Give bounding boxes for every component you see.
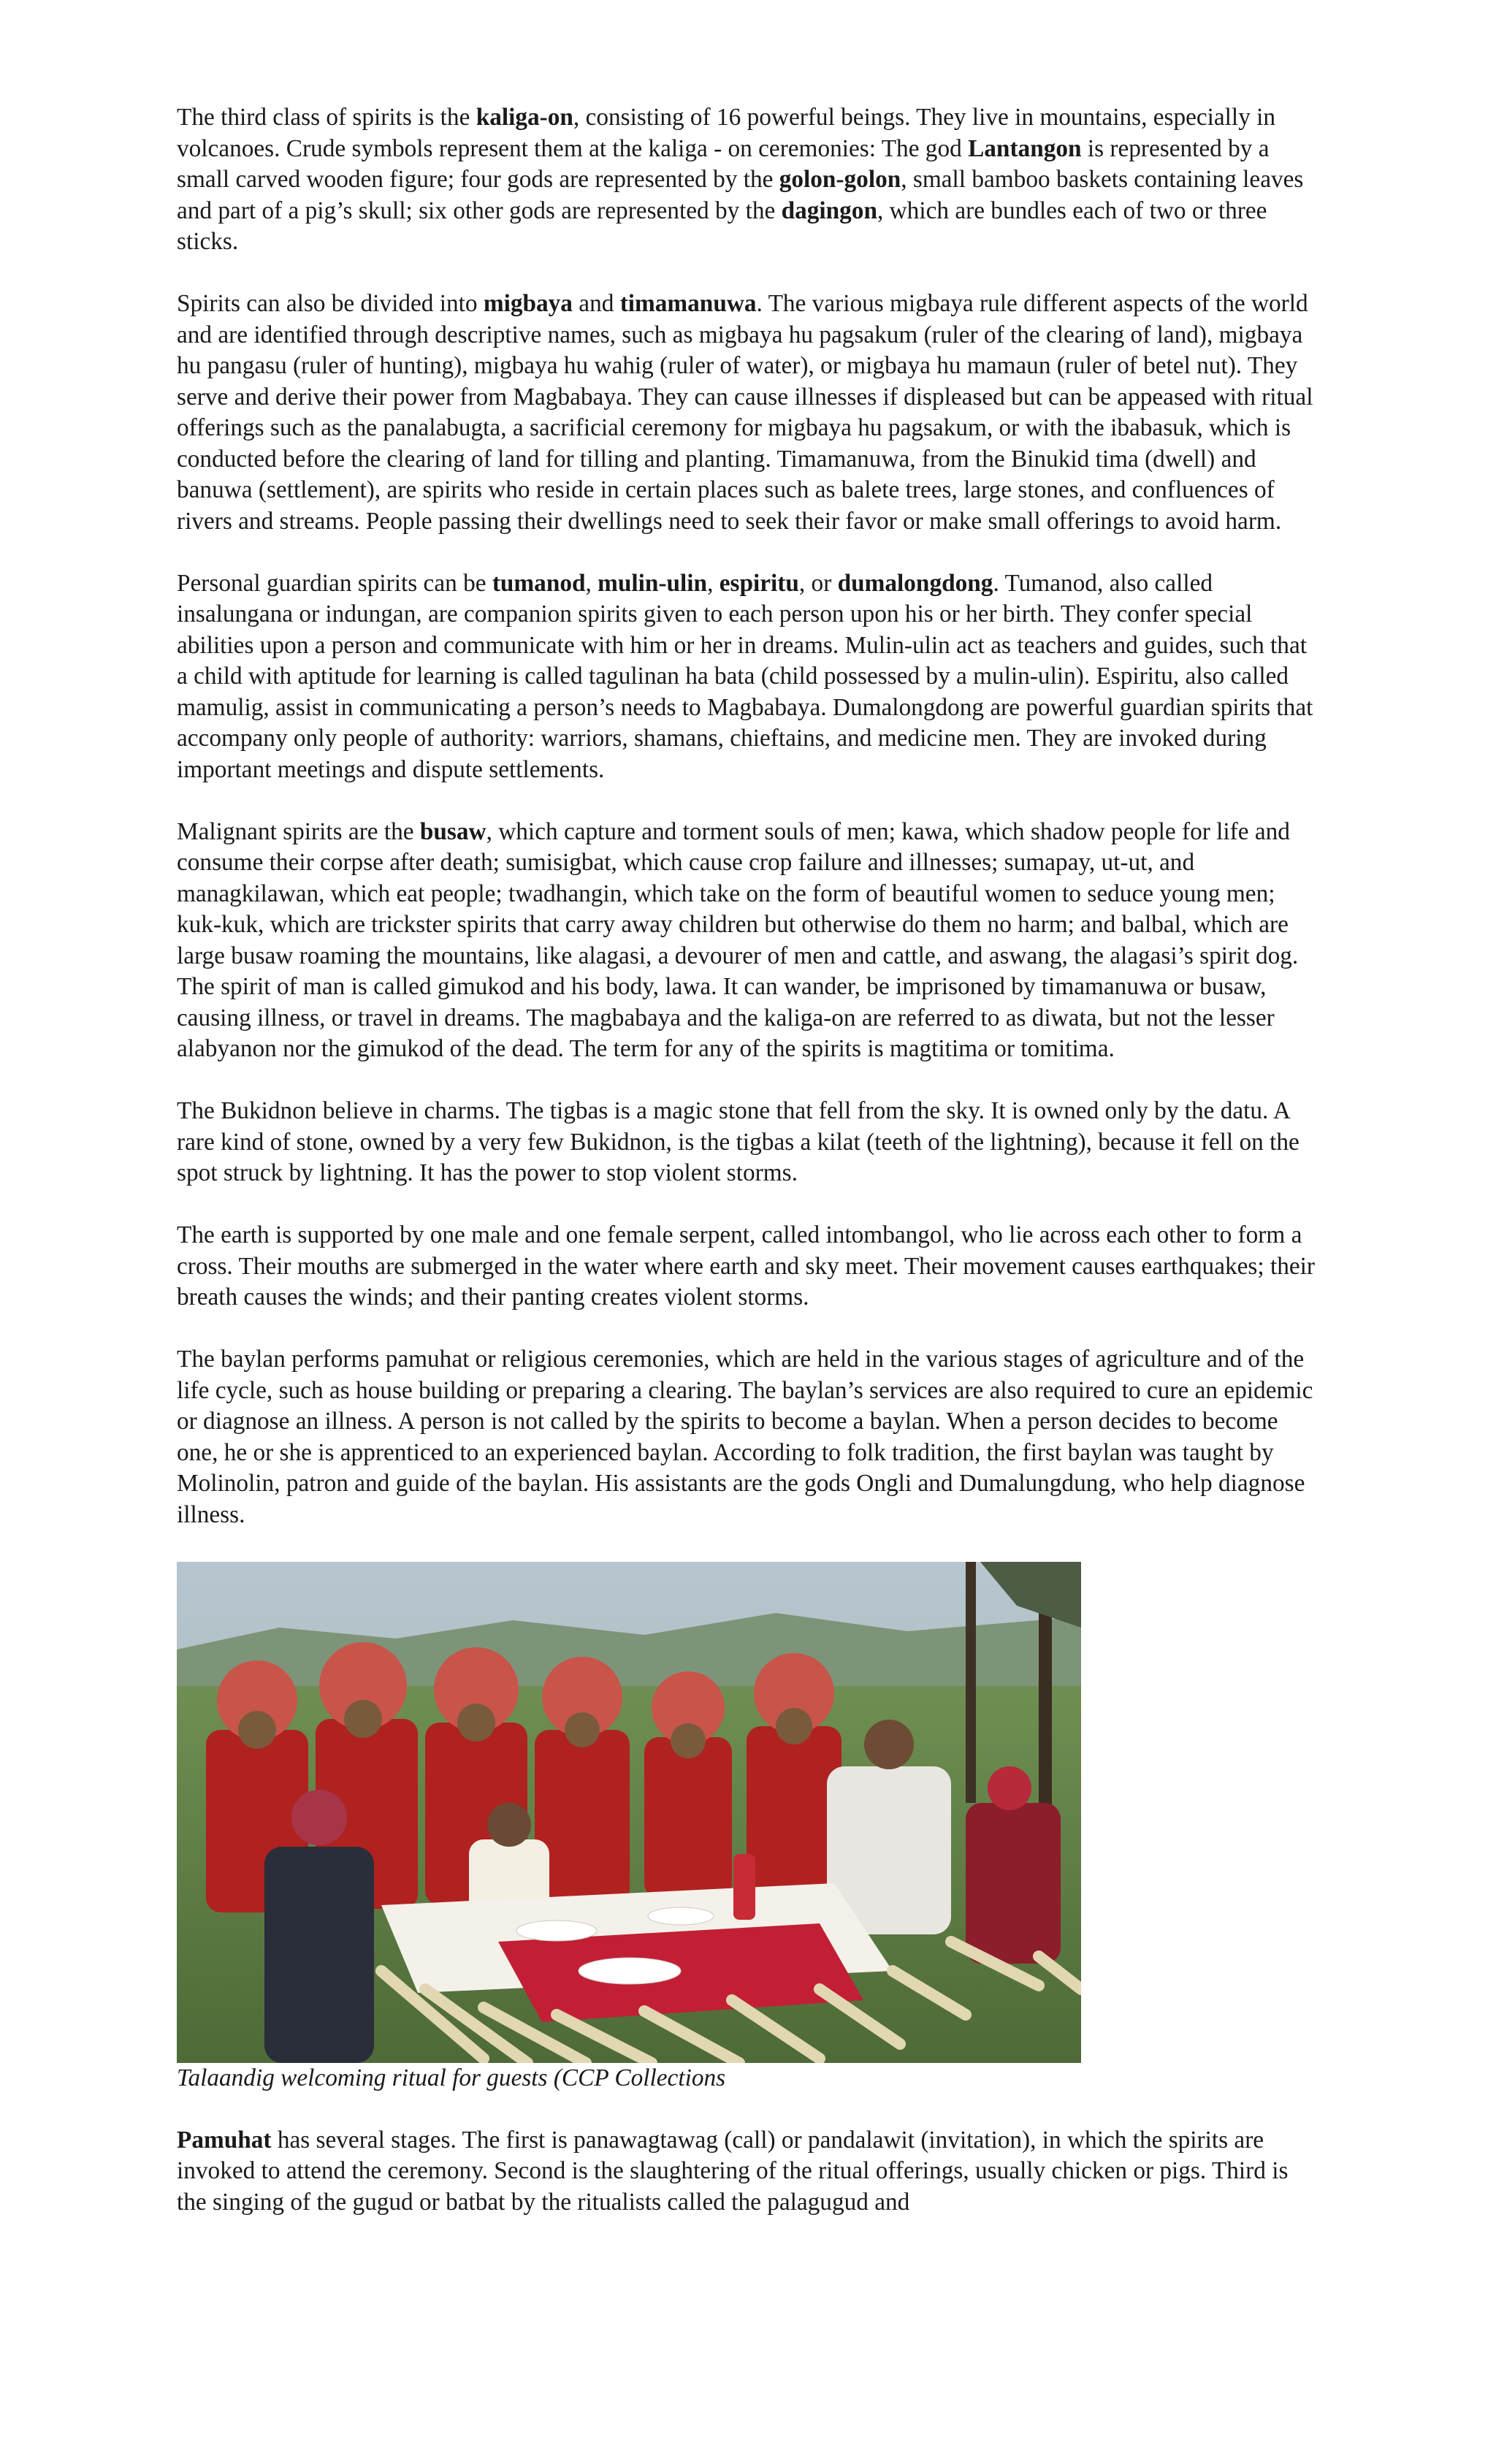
text-run: , or (798, 569, 838, 597)
text-run: , (707, 569, 720, 597)
paragraph-earth-serpents: The earth is supported by one male and one female serpent, called intombangol, who lie across each other to form a cross. Their mouths are submerged in the water where earth and sky meet. Their movement causes earthquakes; their breath causes the winds; and their panting creates violent storms. (177, 1221, 1315, 1311)
paragraph-charms: The Bukidnon believe in charms. The tigbas is a magic stone that fell from the sky. It is owned only by the datu. A rare kind of stone, owned by a very few Bukidnon, is the tigbas a kilat (teeth of the lightning), because it fell on the spot struck by lightning. It has the power to stop violent storms. (177, 1097, 1300, 1186)
text-run: , (585, 569, 598, 597)
text-run: Malignant spirits are the (177, 817, 420, 845)
bold-term: mulin-ulin (598, 569, 708, 597)
bold-term: migbaya (483, 290, 573, 317)
text-run: , small bamboo baskets containing leaves and part of a pig’s skull; six other gods are represented by the (177, 166, 1304, 224)
paragraph-malignant-spirits (177, 817, 1324, 1065)
text-run: , consisting of 16 powerful beings. They live in mountains, especially in volcanoes. Crude symbols represent them at the kaliga - on ceremonies: The god (177, 104, 1276, 162)
text-run: Spirits can also be divided into (177, 290, 484, 317)
text-run: has several stages. The first is panawagtawag (call) or pandalawit (invitation), in which the spirits are invoked to attend the ceremony. Second is the slaughtering of the ritual offerings, usually chicken or pigs. Third is the singing of the gugud or batbat by the ritualists called the palagugud and (177, 2126, 1289, 2216)
text-run: Personal guardian spirits can be (177, 569, 492, 597)
bold-term: kaliga-on (476, 104, 573, 131)
figure (177, 1562, 1324, 2094)
bold-term: Lantangon (968, 134, 1082, 162)
text-run: is represented by a small carved wooden figure; four gods are represented by the (177, 134, 1270, 193)
paragraph-kaliga-on (177, 102, 1324, 258)
text-run: and (572, 290, 620, 317)
bold-term: golon-golon (779, 166, 901, 193)
bold-term: espiritu (719, 569, 799, 597)
paragraph-migbaya-timamanuwa (177, 289, 1324, 537)
bold-term: dumalongdong (837, 569, 993, 597)
bold-term: busaw (419, 817, 486, 845)
text-run: . The various migbaya rule different aspects of the world and are identified through descriptive names, such as migbaya hu pagsakum (ruler of the clearing of land), migbaya hu pangasu (ruler of hunting), migbaya hu wahig (ruler of water), or migbaya hu mamaun (ruler of betel nut). They serve and derive their power from Magbabaya. They can cause illnesses if displeased but can be appeased with ritual offerings such as the panalabugta, a sacrificial ceremony for migbaya hu pagsakum, or with the ibabasuk, which is conducted before the clearing of land for tilling and planting. Timamanuwa, from the Binukid tima (dwell) and banuwa (settlement), are spirits who reside in certain places such as balete trees, large stones, and confluences of rivers and streams. People passing their dwellings need to seek their favor or make small offerings to avoid harm. (177, 290, 1313, 535)
text-run: . Tumanod, also called insalungana or indungan, are companion spirits given to each person upon his or her birth. They confer special abilities upon a person and communicate with him or her in dreams. Mulin-ulin act as teachers and guides, such that a child with aptitude for learning is called tagulinan ha bata (child possessed by a mulin-ulin). Espiritu, also called mamulig, assist in communicating a person’s needs to Magbabaya. Dumalongdong are powerful guardian spirits that accompany only people of authority: warriors, shamans, chieftains, and medicine men. They are invoked during important meetings and dispute settlements. (177, 569, 1313, 783)
bold-term: timamanuwa (619, 290, 757, 317)
bold-term: Pamuhat (177, 2126, 272, 2154)
document-page (177, 102, 1324, 2249)
bold-term: dagingon (781, 197, 877, 224)
text-run: , which are bundles each of two or three sticks. (177, 197, 1267, 255)
paragraph-pamuhat (177, 2125, 1324, 2219)
bold-term: tumanod (492, 569, 586, 597)
paragraph-guardian-spirits (177, 568, 1324, 786)
ritual-photo (177, 1562, 1081, 2063)
text-run: , which capture and torment souls of men; kawa, which shadow people for life and consume their corpse after death; sumisigbat, which cause crop failure and illnesses; sumapay, ut-ut, and managkilawan, which eat people; twadhangin, which take on the form of beautiful women to seduce young men; kuk-kuk, which are trickster spirits that carry away children but otherwise do them no harm; and balbal, which are large busaw roaming the mountains, like alagasi, a devourer of men and cattle, and aswang, the alagasi’s spirit dog. The spirit of man is called gimukod and his body, lawa. It can wander, be imprisoned by timamanuwa or busaw, causing illness, or travel in dreams. The magbabaya and the kaliga-on are referred to as diwata, but not the lesser alabyanon nor the gimukod of the dead. The term for any of the spirits is magtitima or tomitima. (177, 817, 1299, 1062)
text-run: The third class of spirits is the (177, 104, 476, 131)
figure-caption: Talaandig welcoming ritual for guests (CCP Collections (177, 2064, 726, 2091)
paragraph-baylan: The baylan performs pamuhat or religious ceremonies, which are held in the various stages of agriculture and of the life cycle, such as house building or preparing a clearing. The baylan’s services are also required to cure an epidemic or diagnose an illness. A person is not called by the spirits to become a baylan. When a person decides to become one, he or she is apprenticed to an experienced baylan. According to folk tradition, the first baylan was taught by Molinolin, patron and guide of the baylan. His assistants are the gods Ongli and Dumalungdung, who help diagnose illness. (177, 1346, 1313, 1528)
